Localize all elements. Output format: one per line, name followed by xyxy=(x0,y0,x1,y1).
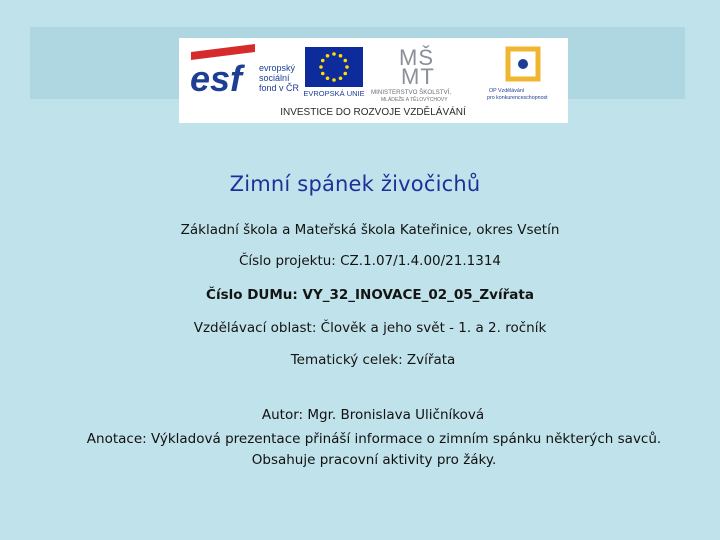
dum-number: Číslo DUMu: VY_32_INOVACE_02_05_Zvířata xyxy=(206,287,534,303)
slide-title: Zimní spánek živočichů xyxy=(229,172,481,196)
op-text-1: OP Vzdělávání xyxy=(489,88,525,94)
op-text-2: pro konkurenceschopnost xyxy=(487,95,548,101)
eu-star-icon xyxy=(345,65,349,69)
eu-star-icon xyxy=(343,72,347,76)
msmt-mark-top: MŠ xyxy=(399,45,434,70)
msmt-logo xyxy=(371,45,451,103)
op-logo xyxy=(487,49,548,101)
msmt-text-1: MINISTERSTVO ŠKOLSTVÍ, xyxy=(371,89,452,96)
esf-text-3: fond v ČR xyxy=(259,83,300,93)
msmt-text-2: MLÁDEŽE A TĚLOVÝCHOVY xyxy=(381,97,448,103)
eu-star-icon xyxy=(332,52,336,56)
eu-star-icon xyxy=(321,72,325,76)
eu-star-icon xyxy=(343,59,347,63)
eu-star-icon xyxy=(321,59,325,63)
esf-text-2: sociální xyxy=(259,73,290,83)
eu-label: EVROPSKÁ UNIE xyxy=(303,89,365,98)
eu-star-icon xyxy=(332,78,336,82)
logo-graphics xyxy=(179,38,568,123)
eu-star-icon xyxy=(326,54,330,58)
school-name: Základní škola a Mateřská škola Kateřinice, okres Vsetín xyxy=(180,222,560,238)
eu-flag xyxy=(303,47,364,98)
logo-strip xyxy=(179,38,568,123)
msmt-mark-bottom: MT xyxy=(401,64,435,89)
author: Autor: Mgr. Bronislava Uličníková xyxy=(261,407,485,423)
annotation: Anotace: Výkladová prezentace přináší informace o zimním spánku některých savců. Obsahuje pracovní aktivity pro žáky. xyxy=(86,431,662,468)
eu-star-icon xyxy=(339,54,343,58)
subject-area: Vzdělávací oblast: Člověk a jeho svět - 1. a 2. ročník xyxy=(193,320,547,336)
esf-text-1: evropský xyxy=(259,63,296,73)
eu-star-icon xyxy=(326,76,330,80)
project-number: Číslo projektu: CZ.1.07/1.4.00/21.1314 xyxy=(238,253,502,269)
topic: Tematický celek: Zvířata xyxy=(290,352,456,368)
eu-star-icon xyxy=(339,76,343,80)
esf-mark: esf xyxy=(190,58,243,99)
eu-star-icon xyxy=(319,65,323,69)
slogan: INVESTICE DO ROZVOJE VZDĚLÁVÁNÍ xyxy=(280,107,466,118)
esf-logo xyxy=(189,44,300,99)
